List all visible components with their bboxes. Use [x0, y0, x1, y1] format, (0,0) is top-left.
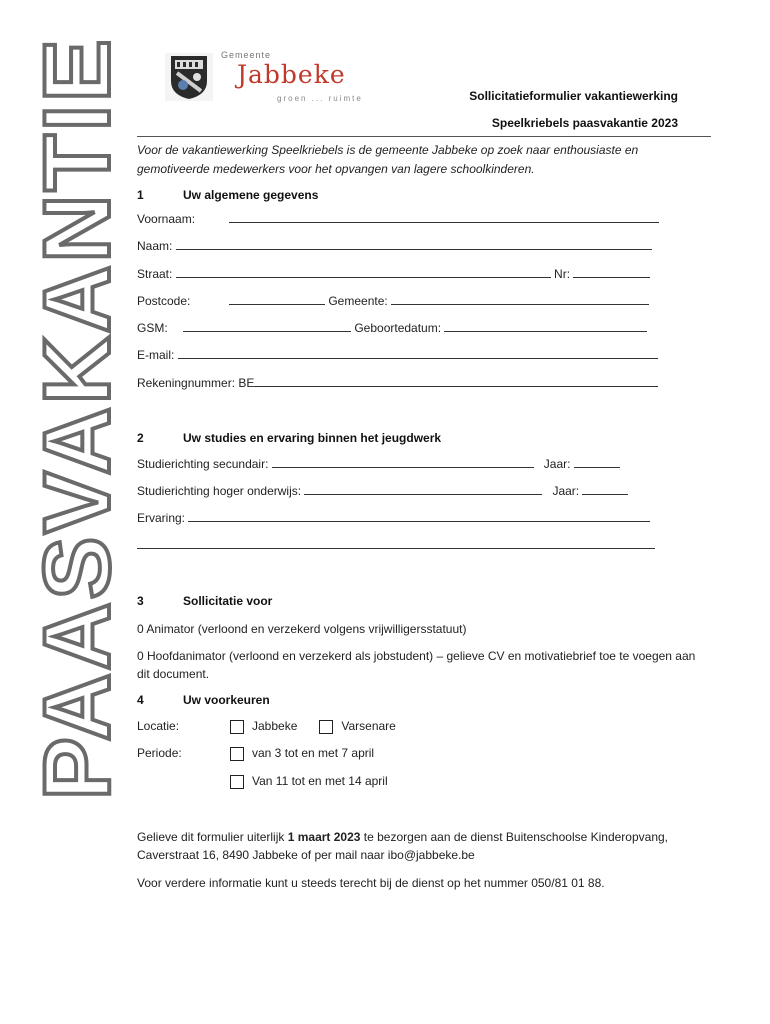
secundair-label: Studierichting secundair:	[137, 457, 269, 471]
periode-row	[137, 746, 374, 761]
ervaring-field-continued[interactable]	[137, 538, 655, 549]
postcode-label: Postcode:	[137, 294, 191, 308]
naam-field[interactable]	[176, 239, 652, 250]
gsm-label: GSM:	[137, 321, 168, 335]
option-hoofdanimator[interactable]: 0 Hoofdanimator (verloond en verzekerd als jobstudent) – gelieve CV en motivatiebrief toe te voegen aan dit document.	[137, 649, 696, 681]
postcode-row	[137, 294, 649, 308]
email-field[interactable]	[178, 348, 658, 359]
hoger-row	[137, 484, 628, 498]
jaar-field[interactable]	[582, 484, 628, 495]
jabbeke-checkbox[interactable]	[230, 720, 244, 734]
ervaring-row	[137, 511, 650, 525]
jaar-label: Jaar:	[552, 484, 580, 498]
straat-row	[137, 267, 650, 281]
section-2-heading	[137, 431, 441, 445]
side-banner-text: PAASVAKANTIE	[24, 36, 129, 800]
logo-top-text: Gemeente	[221, 50, 272, 60]
gsm-row	[137, 321, 647, 335]
gsm-field[interactable]	[183, 321, 351, 332]
voornaam-field[interactable]	[229, 212, 659, 223]
locatie-row	[137, 719, 396, 734]
gemeente-field[interactable]	[391, 294, 649, 305]
section-3-heading	[137, 594, 272, 608]
section-1-heading	[137, 188, 318, 202]
naam-label: Naam:	[137, 239, 173, 253]
periode-label: Periode:	[137, 746, 182, 760]
section-number: 3	[137, 594, 144, 608]
voornaam-label: Voornaam:	[137, 212, 196, 226]
jabbeke-label: Jabbeke	[252, 719, 298, 733]
rekeningnummer-field[interactable]	[254, 376, 658, 387]
section-number: 4	[137, 693, 144, 707]
deadline-date: 1 maart 2023	[287, 830, 361, 844]
deadline-text-cont: te bezorgen aan de dienst Buitenschoolse Kinderopvang, Caverstraat 16, 8490 Jabbeke of per mail naar ibo@jabbeke.be	[137, 830, 669, 862]
section-number: 1	[137, 188, 144, 202]
straat-label: Straat:	[137, 267, 173, 281]
hoger-field[interactable]	[304, 484, 542, 495]
logo-name: Jabbeke	[237, 60, 346, 89]
rekeningnummer-label: Rekeningnummer: BE	[137, 376, 255, 390]
ervaring-label: Ervaring:	[137, 511, 186, 525]
section-title: Uw voorkeuren	[183, 693, 270, 707]
deadline-paragraph	[137, 828, 697, 864]
form-subtitle: Speelkriebels paasvakantie 2023	[491, 116, 678, 130]
header-divider	[137, 136, 711, 137]
geboortedatum-label: Geboortedatum:	[354, 321, 442, 335]
period-2-checkbox[interactable]	[230, 775, 244, 789]
nr-field[interactable]	[573, 267, 650, 278]
period-1-checkbox[interactable]	[230, 747, 244, 761]
varsenare-checkbox[interactable]	[319, 720, 333, 734]
secundair-field[interactable]	[272, 457, 534, 468]
nr-label: Nr:	[554, 267, 571, 281]
section-title: Uw studies en ervaring binnen het jeugdwerk	[183, 431, 442, 445]
period-2-label: Van 11 tot en met 14 april	[252, 774, 388, 788]
ervaring-field[interactable]	[188, 511, 650, 522]
gemeente-label: Gemeente:	[328, 294, 388, 308]
hoger-label: Studierichting hoger onderwijs:	[137, 484, 302, 498]
jaar-field[interactable]	[574, 457, 620, 468]
intro-text: Voor de vakantiewerking Speelkriebels is de gemeente Jabbeke op zoek naar enthousiaste en gemotiveerde medewerkers voor het opvangen van lagere schoolkinderen.	[137, 143, 639, 176]
straat-field[interactable]	[176, 267, 551, 278]
periode-row-2	[137, 774, 388, 789]
logo-tagline: groen ... ruimte	[277, 94, 363, 103]
ervaring-row-2	[137, 538, 655, 552]
section-4-heading	[137, 693, 270, 707]
period-1-label: van 3 tot en met 7 april	[252, 746, 375, 760]
postcode-field[interactable]	[229, 294, 325, 305]
naam-row	[137, 239, 652, 253]
section-title: Uw algemene gegevens	[183, 188, 319, 202]
form-title: Sollicitatieformulier vakantiewerking	[469, 89, 678, 103]
varsenare-label: Varsenare	[341, 719, 396, 733]
email-row	[137, 348, 658, 362]
voornaam-row	[137, 212, 659, 226]
email-label: E-mail:	[137, 348, 175, 362]
municipality-logo	[165, 50, 375, 110]
locatie-label: Locatie:	[137, 719, 180, 733]
section-number: 2	[137, 431, 144, 445]
section-title: Sollicitatie voor	[183, 594, 273, 608]
option-animator[interactable]: 0 Animator (verloond en verzekerd volgens vrijwilligersstatuut)	[137, 622, 467, 636]
secundair-row	[137, 457, 620, 471]
rekeningnummer-row	[137, 376, 658, 390]
info-paragraph: Voor verdere informatie kunt u steeds terecht bij de dienst op het nummer 050/81 01 88.	[137, 876, 605, 890]
coat-of-arms-icon	[165, 53, 213, 101]
geboortedatum-field[interactable]	[444, 321, 647, 332]
jaar-label: Jaar:	[543, 457, 571, 471]
deadline-text: Gelieve dit formulier uiterlijk	[137, 830, 288, 844]
